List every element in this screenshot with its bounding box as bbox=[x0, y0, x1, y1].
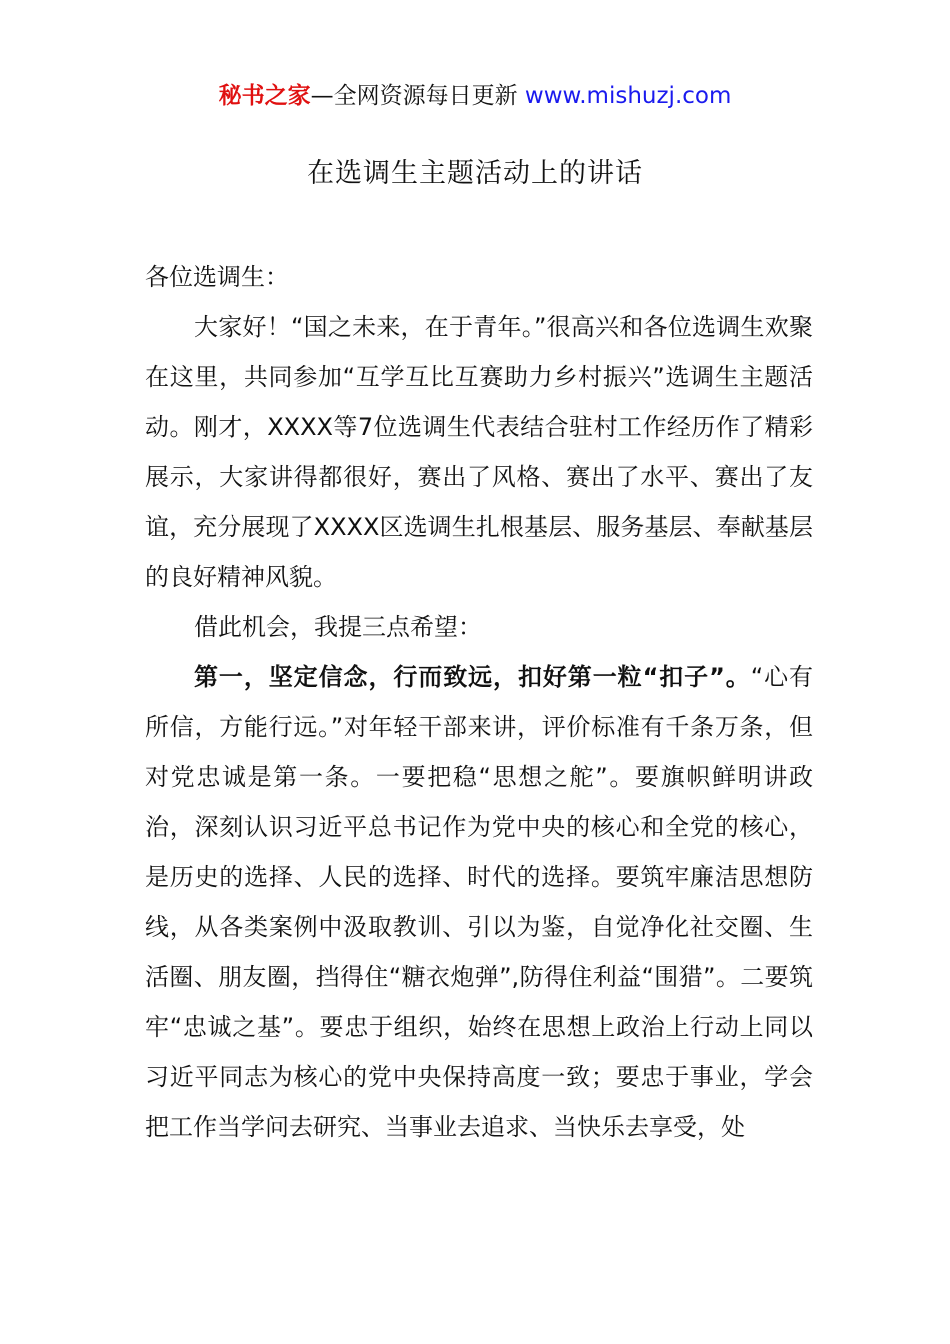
first-point-body: “心有所信，方能行远。”对年轻干部来讲，评价标准有千条万条，但对党忠诚是第一条。一要把稳“思想之舵”。要旗帜鲜明讲政治，深刻认识习近平总书记作为党中央的核心和全党的核心，是历史的选择、人民的选择、时代的选择。要筑牢廉洁思想防线，从各类案例中汲取教训、引以为鉴，自觉净化社交圈、生活圈、朋友圈，挡得住“糖衣炮弹”,防得住利益“围猎”。二要筑牢“忠诚之基”。要忠于组织，始终在思想上政治上行动上同以习近平同志为核心的党中央保持高度一致；要忠于事业，学会把工作当学问去研究、当事业去追求、当快乐去享受，处 bbox=[145, 663, 814, 1141]
paragraph-intro: 借此机会，我提三点希望： bbox=[194, 613, 482, 641]
paragraph-greeting: 大家好！“国之未来，在于青年。”很高兴和各位选调生欢聚在这里，共同参加“互学互比互赛助力乡村振兴”选调生主题活动。刚才，XXXX等7位选调生代表结合驻村工作经历作了精彩展示，大家讲得都很好，赛出了风格、赛出了水平、赛出了友谊，充分展现了XXXX区选调生扎根基层、服务基层、奉献基层的良好精神风貌。 bbox=[145, 313, 813, 591]
document-title: 在选调生主题活动上的讲话 bbox=[307, 158, 643, 189]
brand-name: 秘书之家 bbox=[218, 83, 311, 109]
document-body bbox=[145, 252, 813, 1152]
paragraph-first-point bbox=[145, 652, 813, 1152]
page-header bbox=[0, 80, 950, 112]
first-point-heading: 第一，坚定信念，行而致远，扣好第一粒“扣子”。 bbox=[194, 663, 751, 691]
header-tagline: —全网资源每日更新 bbox=[310, 83, 525, 109]
site-url-link[interactable]: www.mishuzj.com bbox=[524, 83, 732, 109]
salutation: 各位选调生： bbox=[145, 263, 289, 291]
